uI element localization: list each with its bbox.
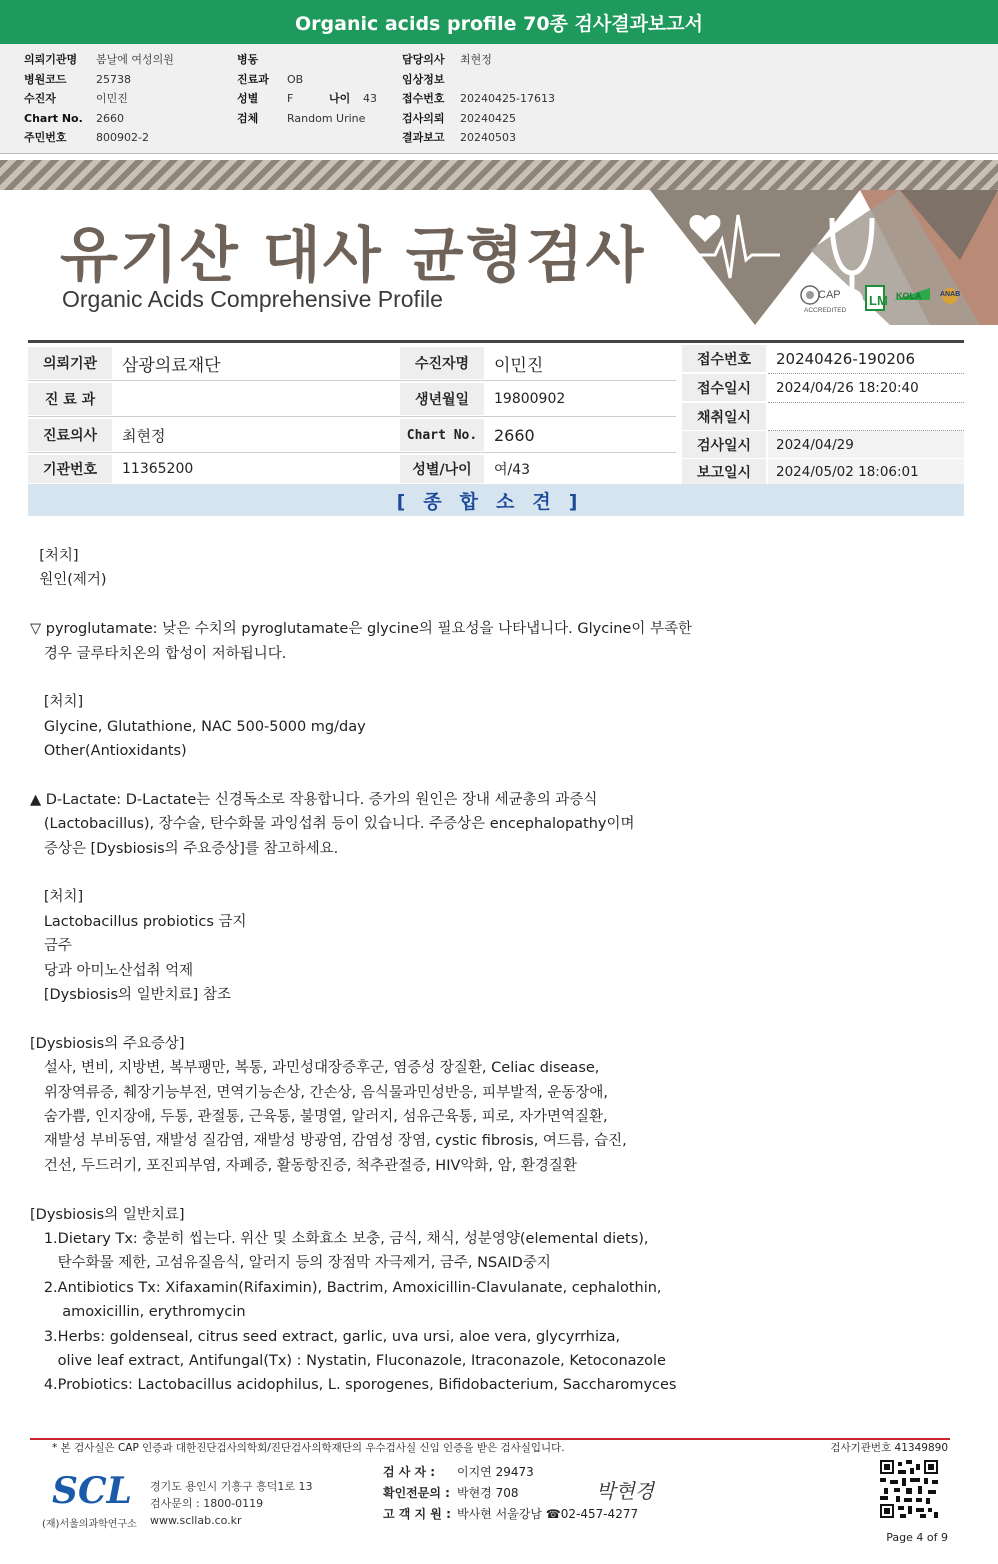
report-title: Organic acids profile 70종 검사결과보고서 bbox=[0, 0, 998, 44]
patient-value: 이민진 bbox=[494, 355, 544, 376]
inst-no-value: 11365200 bbox=[122, 461, 194, 477]
sex-age-value: 여/43 bbox=[494, 462, 531, 478]
receipt-date-value: 2024/04/26 18:20:40 bbox=[776, 379, 919, 396]
row-divider bbox=[28, 416, 676, 417]
scl-org-name: (재)서울의과학연구소 bbox=[42, 1519, 137, 1530]
svg-text:LM: LM bbox=[869, 293, 888, 308]
report-date-label: 보고일시 bbox=[682, 459, 766, 484]
summary-line: [Dysbiosis의 일반치료] 참조 bbox=[30, 987, 231, 1004]
report-header bbox=[0, 0, 998, 154]
summary-line bbox=[30, 593, 970, 617]
test-date-value: 2024/04/29 bbox=[768, 431, 964, 458]
scl-logo: SCL bbox=[52, 1470, 132, 1512]
test-banner bbox=[0, 160, 998, 330]
summary-line bbox=[30, 666, 970, 690]
summary-line: amoxicillin, erythromycin bbox=[30, 1304, 246, 1321]
summary-line: Lactobacillus probiotics 금지 bbox=[30, 913, 247, 930]
lab-institution-number: 검사기관번호 41349890 bbox=[830, 1442, 948, 1454]
doctor-label: 진료의사 bbox=[28, 419, 112, 451]
summary-line: 설사, 변비, 지방변, 복부팽만, 복통, 과민성대장증후군, 염증성 장질환, Celiac disease, bbox=[30, 1060, 600, 1077]
row-divider bbox=[768, 430, 964, 431]
row-divider bbox=[28, 452, 676, 453]
inst-no-label: 기관번호 bbox=[28, 455, 112, 483]
svg-text:ANAB: ANAB bbox=[940, 291, 961, 298]
test-date-label: 검사일시 bbox=[682, 431, 766, 458]
summary-line: Glycine, Glutathione, NAC 500-5000 mg/day bbox=[30, 718, 366, 735]
institution-label: 의뢰기관 bbox=[28, 347, 112, 379]
header-col-2: 병동 진료과 OB 성별 F 나이 43 검체 Random Urine bbox=[237, 53, 377, 125]
summary-line: 숨가쁨, 인지장애, 두통, 관절통, 근육통, 불명열, 알러지, 섬유근육통, 피로, 자가면역질환, bbox=[30, 1108, 608, 1125]
receipt-no-label: 접수번호 bbox=[682, 345, 766, 372]
summary-line: [Dysbiosis의 주요증상] bbox=[30, 1035, 185, 1052]
header-col-3: 담당의사 최현정 임상정보 접수번호 20240425-17613 검사의뢰 20240425 결과보고 20240503 bbox=[402, 53, 555, 144]
summary-line: [처치] bbox=[30, 548, 79, 564]
svg-text:CAP: CAP bbox=[818, 289, 841, 301]
qr-code-icon bbox=[880, 1460, 938, 1518]
summary-line: 금주 bbox=[30, 938, 72, 955]
receipt-no-value: 20240426-190206 bbox=[776, 349, 916, 368]
summary-line: ▽ pyroglutamate: 낮은 수치의 pyroglutamate은 glycine의 필요성을 나타냅니다. Glycine이 부족한 bbox=[30, 621, 692, 638]
summary-line bbox=[30, 1178, 970, 1202]
signature: 박현경 bbox=[596, 1479, 654, 1503]
staff-info: 검 사 자 : 이지연 29473 확인전문의 : 박현경 708 고 객 지 원 : 박사현 서울강남 ☎02-457-4277 bbox=[383, 1465, 639, 1521]
report-date-value: 2024/05/02 18:06:01 bbox=[768, 459, 964, 484]
summary-body bbox=[30, 544, 970, 1398]
lab-contact bbox=[150, 1478, 313, 1529]
summary-line: [처치] bbox=[30, 889, 84, 906]
summary-line: [Dysbiosis의 일반치료] bbox=[30, 1206, 185, 1223]
row-divider bbox=[768, 373, 964, 374]
summary-line: 3.Herbs: goldenseal, citrus seed extract, garlic, uva ursi, aloe vera, glycyrrhiza, bbox=[30, 1328, 621, 1345]
collect-value bbox=[768, 403, 964, 430]
lab-website[interactable]: www.scllab.co.kr bbox=[150, 1514, 242, 1527]
summary-line: 증상은 [Dysbiosis의 주요증상]를 참고하세요. bbox=[30, 840, 339, 857]
summary-line: 원인(제거) bbox=[30, 572, 107, 589]
doctor-value: 최현정 bbox=[122, 426, 166, 445]
summary-line: olive leaf extract, Antifungal(Tx) : Nystatin, Fluconazole, Itraconazole, Ketoconazole bbox=[30, 1352, 666, 1369]
institution-value: 삼광의료재단 bbox=[122, 355, 221, 376]
summary-line bbox=[30, 861, 970, 885]
summary-line: 탄수화물 제한, 고섬유질음식, 알러지 등의 장점막 자극제거, 금주, NSAID중지 bbox=[30, 1255, 551, 1272]
chart-label: Chart No. bbox=[400, 419, 484, 451]
lm-logo-icon bbox=[866, 286, 888, 310]
summary-line: 당과 아미노산섭취 억제 bbox=[30, 962, 194, 979]
lab-address: 경기도 용인시 기흥구 흥덕1로 13 bbox=[150, 1480, 313, 1493]
summary-line: 4.Probiotics: Lactobacillus acidophilus, L. sporogenes, Bifidobacterium, Saccharomyces bbox=[30, 1377, 677, 1394]
dept-label: 진 료 과 bbox=[28, 383, 112, 415]
summary-line: Other(Antioxidants) bbox=[30, 743, 187, 760]
patient-label: 수진자명 bbox=[400, 347, 484, 379]
summary-line: 1.Dietary Tx: 충분히 씹는다. 위산 및 소화효소 보충, 금식, 채식, 성분영양(elemental diets), bbox=[30, 1230, 649, 1247]
birth-label: 생년월일 bbox=[400, 383, 484, 415]
certification-note: * 본 검사실은 CAP 인증과 대한진단검사의학회/진단검사의학재단의 우수검사실 신임 인증을 받은 검사실입니다. bbox=[52, 1442, 565, 1454]
summary-line: 재발성 부비동염, 재발성 질감염, 재발성 방광염, 감염성 장염, cystic fibrosis, 여드름, 습진, bbox=[30, 1133, 627, 1150]
cap-logo-icon bbox=[801, 286, 819, 304]
summary-line: 건선, 두드러기, 포진피부염, 자폐증, 활동항진증, 척추관절증, HIV악화, 암, 환경질환 bbox=[30, 1157, 577, 1174]
row-divider bbox=[28, 380, 676, 381]
dept-value bbox=[114, 383, 396, 415]
summary-line: [처치] bbox=[30, 694, 84, 711]
lab-phone: 검사문의 : 1800-0119 bbox=[150, 1497, 264, 1510]
title-korean: 유기산 대사 균형검사 bbox=[60, 221, 646, 291]
receipt-date-label: 접수일시 bbox=[682, 374, 766, 401]
collect-label: 채취일시 bbox=[682, 403, 766, 430]
summary-heading: [종합소견] bbox=[28, 484, 964, 516]
chart-value: 2660 bbox=[494, 425, 535, 445]
row-divider bbox=[768, 402, 964, 403]
summary-line: (Lactobacillus), 장수술, 탄수화물 과잉섭취 등이 있습니다. 주증상은 encephalopathy이며 bbox=[30, 816, 635, 833]
summary-line: 2.Antibiotics Tx: Xifaxamin(Rifaximin), Bactrim, Amoxicillin-Clavulanate, cephalothin, bbox=[30, 1279, 662, 1296]
svg-text:ACCREDITED: ACCREDITED bbox=[804, 307, 847, 314]
summary-line bbox=[30, 1007, 970, 1031]
birth-value: 19800902 bbox=[494, 391, 566, 407]
summary-line: ▲ D-Lactate: D-Lactate는 신경독소로 작용합니다. 증가의 원인은 장내 세균총의 과증식 bbox=[30, 791, 598, 808]
sex-age-label: 성별/나이 bbox=[400, 455, 484, 483]
summary-line: 경우 글루타치온의 합성이 저하됩니다. bbox=[30, 645, 287, 662]
svg-text:KOLA: KOLA bbox=[896, 291, 922, 301]
summary-line: 위장역류증, 췌장기능부전, 면역기능손상, 간손상, 음식물과민성반응, 피부발적, 운동장애, bbox=[30, 1084, 608, 1101]
page-number: Page 4 of 9 bbox=[886, 1531, 948, 1544]
summary-line bbox=[30, 764, 970, 788]
title-english: Organic Acids Comprehensive Profile bbox=[62, 286, 443, 312]
header-col-1: 의뢰기관명 봄날에 여성의원 병원코드 25738 수진자 이민진 Chart No. 2660 주민번호 800902-2 bbox=[24, 53, 174, 144]
patient-info-table bbox=[28, 340, 964, 482]
